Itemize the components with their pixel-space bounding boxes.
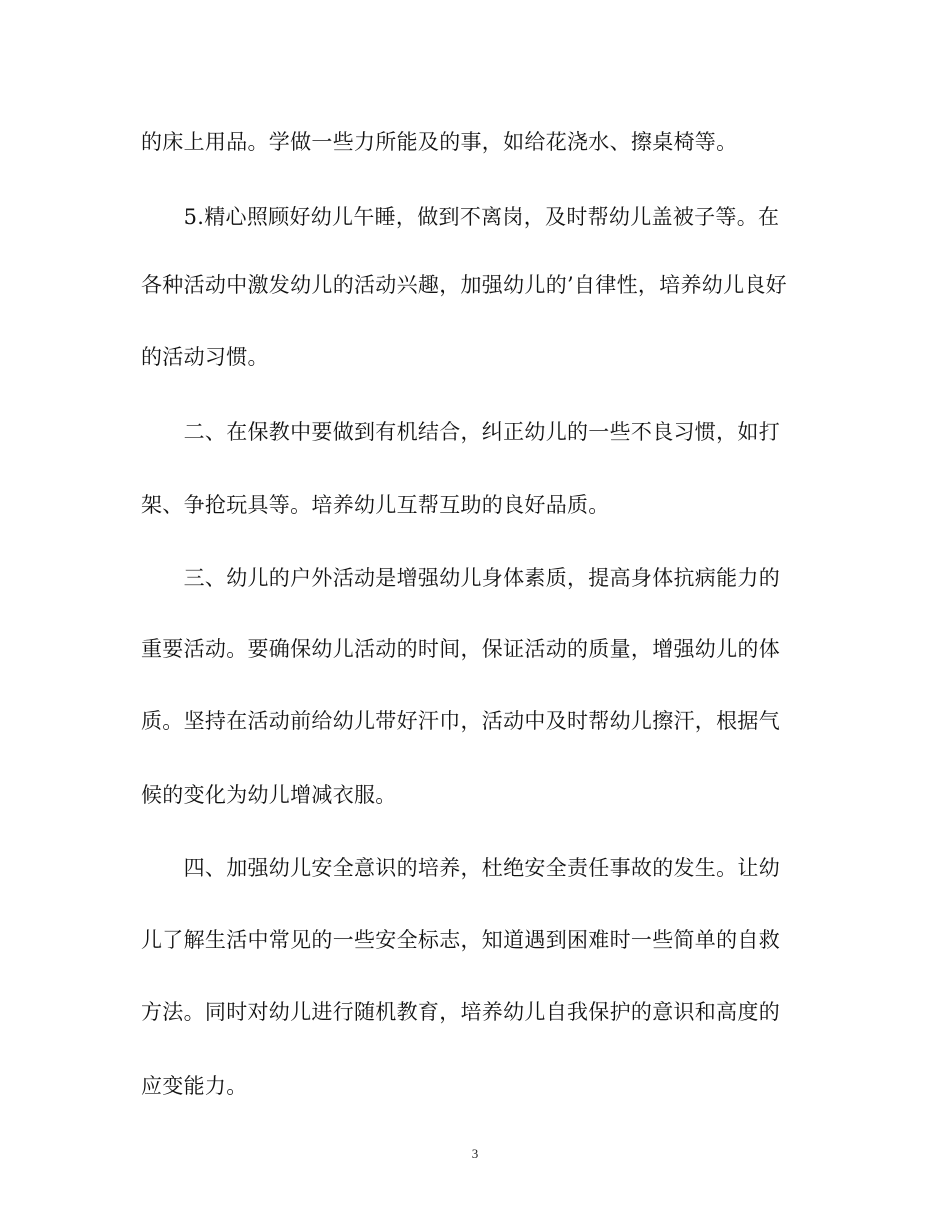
- text-line: 质。坚持在活动前给幼儿带好汗巾，活动中及时帮幼儿擦汗，根据气: [141, 709, 780, 733]
- text-line: 方法。同时对幼儿进行随机教育，培养幼儿自我保护的意识和高度的: [141, 1000, 780, 1024]
- text-line: 应变能力。: [141, 1074, 248, 1098]
- text-line: 儿了解生活中常见的一些安全标志，知道遇到困难时一些简单的自救: [141, 928, 780, 952]
- text-line: 的活动习惯。: [141, 345, 269, 369]
- text-line: 架、争抢玩具等。培养幼儿互帮互助的良好品质。: [141, 493, 610, 517]
- text-line: 三、幼儿的户外活动是增强幼儿身体素质，提高身体抗病能力的: [141, 566, 780, 590]
- text-line: 各种活动中激发幼儿的活动兴趣，加强幼儿的’自律性，培养幼儿良好: [141, 273, 787, 297]
- page-number: 3: [471, 1146, 479, 1161]
- text-line: 的床上用品。学做一些力所能及的事，如给花浇水、擦桌椅等。: [141, 130, 738, 154]
- text-line: 二、在保教中要做到有机结合，纠正幼儿的一些不良习惯，如打: [141, 420, 780, 444]
- text-line: 5.精心照顾好幼儿午睡，做到不离岗，及时帮幼儿盖被子等。在: [141, 205, 780, 229]
- text-line: 重要活动。要确保幼儿活动的时间，保证活动的质量，增强幼儿的体: [141, 637, 780, 661]
- text-line: 四、加强幼儿安全意识的培养，杜绝安全责任事故的发生。让幼: [141, 856, 780, 880]
- text-line: 候的变化为幼儿增减衣服。: [141, 783, 397, 807]
